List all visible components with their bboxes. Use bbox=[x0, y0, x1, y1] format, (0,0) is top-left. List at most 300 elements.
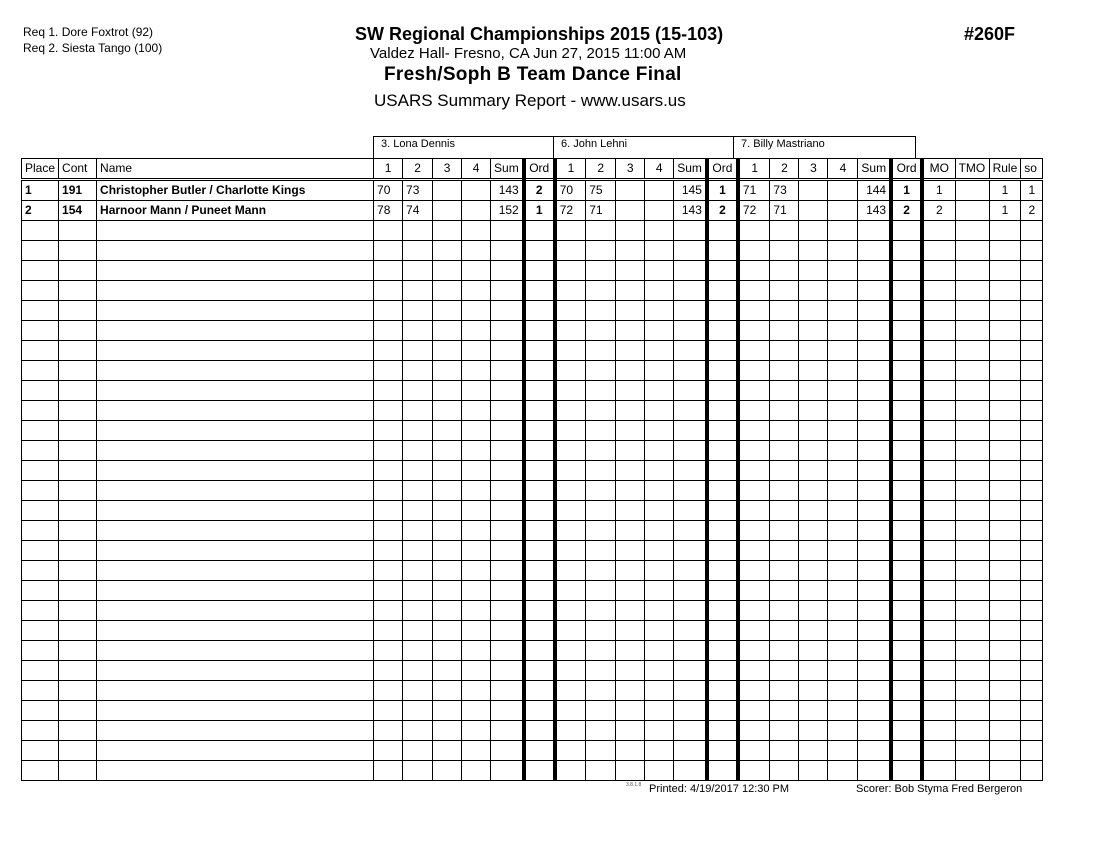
column-header-row bbox=[22, 159, 1043, 180]
place-cell bbox=[22, 401, 59, 421]
score-2-cell bbox=[403, 281, 433, 301]
score-4-cell bbox=[828, 741, 858, 761]
score-4-cell bbox=[462, 661, 491, 681]
total-majority-ordinal-cell bbox=[955, 221, 989, 241]
score-4-cell bbox=[828, 221, 858, 241]
score-1-cell bbox=[555, 421, 586, 441]
ordinal-cell bbox=[524, 221, 555, 241]
score-sum-cell bbox=[491, 421, 524, 441]
ordinal-cell bbox=[891, 701, 922, 721]
score-3-cell bbox=[433, 661, 462, 681]
score-2-cell bbox=[770, 261, 799, 281]
score-1-cell: 78 bbox=[374, 201, 403, 221]
table-row bbox=[22, 401, 1043, 421]
score-2-cell bbox=[586, 601, 616, 621]
place-cell bbox=[22, 341, 59, 361]
ordinal-cell bbox=[891, 401, 922, 421]
col-j2-3: 3 bbox=[616, 159, 645, 180]
score-2-cell bbox=[586, 321, 616, 341]
score-4-cell bbox=[645, 441, 674, 461]
ordinal-cell bbox=[891, 681, 922, 701]
score-2-cell bbox=[403, 741, 433, 761]
ordinal-cell bbox=[891, 221, 922, 241]
score-2-cell bbox=[586, 721, 616, 741]
score-1-cell bbox=[374, 361, 403, 381]
place-cell bbox=[22, 461, 59, 481]
score-1-cell bbox=[374, 621, 403, 641]
majority-ordinal-cell bbox=[922, 321, 955, 341]
table-row bbox=[22, 521, 1043, 541]
skater-names-cell bbox=[97, 281, 374, 301]
score-2-cell bbox=[586, 281, 616, 301]
score-1-cell bbox=[374, 461, 403, 481]
score-sum-cell bbox=[491, 521, 524, 541]
score-1-cell bbox=[374, 481, 403, 501]
col-j1-2: 2 bbox=[403, 159, 433, 180]
skater-names-cell bbox=[97, 381, 374, 401]
score-2-cell bbox=[403, 581, 433, 601]
ordinal-cell bbox=[524, 501, 555, 521]
skater-names-cell bbox=[97, 581, 374, 601]
score-3-cell bbox=[616, 301, 645, 321]
results-table bbox=[21, 158, 1043, 781]
ordinal-cell bbox=[707, 461, 738, 481]
contestant-number-cell: 154 bbox=[59, 201, 97, 221]
rule-cell bbox=[989, 481, 1021, 501]
so-cell bbox=[1021, 501, 1043, 521]
score-1-cell: 72 bbox=[555, 201, 586, 221]
score-4-cell bbox=[645, 681, 674, 701]
ordinal-cell bbox=[524, 361, 555, 381]
score-3-cell bbox=[799, 321, 828, 341]
col-j1-4: 4 bbox=[462, 159, 491, 180]
score-2-cell bbox=[403, 501, 433, 521]
score-3-cell bbox=[616, 521, 645, 541]
score-3-cell bbox=[616, 701, 645, 721]
score-sum-cell bbox=[674, 441, 707, 461]
score-4-cell bbox=[645, 341, 674, 361]
score-4-cell bbox=[828, 521, 858, 541]
place-cell bbox=[22, 421, 59, 441]
score-3-cell bbox=[616, 501, 645, 521]
score-sum-cell bbox=[491, 501, 524, 521]
score-4-cell bbox=[828, 180, 858, 201]
score-sum-cell bbox=[858, 561, 891, 581]
score-4-cell bbox=[645, 481, 674, 501]
ordinal-cell bbox=[891, 661, 922, 681]
score-sum-cell bbox=[491, 341, 524, 361]
score-2-cell bbox=[403, 521, 433, 541]
so-cell bbox=[1021, 541, 1043, 561]
rule-cell bbox=[989, 521, 1021, 541]
score-sum-cell bbox=[858, 401, 891, 421]
score-3-cell bbox=[616, 401, 645, 421]
score-4-cell bbox=[645, 541, 674, 561]
majority-ordinal-cell bbox=[922, 541, 955, 561]
ordinal-cell bbox=[891, 461, 922, 481]
table-row bbox=[22, 661, 1043, 681]
score-1-cell: 71 bbox=[738, 180, 770, 201]
table-row bbox=[22, 761, 1043, 781]
so-cell bbox=[1021, 621, 1043, 641]
skater-names-cell bbox=[97, 701, 374, 721]
score-3-cell bbox=[799, 341, 828, 361]
score-sum-cell bbox=[858, 301, 891, 321]
ordinal-cell bbox=[891, 381, 922, 401]
score-4-cell bbox=[462, 621, 491, 641]
score-sum-cell bbox=[491, 361, 524, 381]
score-4-cell bbox=[462, 321, 491, 341]
score-3-cell bbox=[616, 221, 645, 241]
score-sum-cell bbox=[858, 321, 891, 341]
score-4-cell bbox=[645, 421, 674, 441]
score-2-cell bbox=[586, 741, 616, 761]
ordinal-cell bbox=[707, 621, 738, 641]
judge-header-2 bbox=[553, 136, 734, 158]
score-3-cell bbox=[616, 261, 645, 281]
majority-ordinal-cell bbox=[922, 561, 955, 581]
score-sum-cell bbox=[858, 441, 891, 461]
score-3-cell bbox=[616, 541, 645, 561]
skater-names-cell bbox=[97, 321, 374, 341]
majority-ordinal-cell bbox=[922, 461, 955, 481]
place-cell bbox=[22, 261, 59, 281]
ordinal-cell bbox=[891, 441, 922, 461]
ordinal-cell bbox=[524, 761, 555, 781]
skater-names-cell bbox=[97, 441, 374, 461]
score-sum-cell bbox=[858, 341, 891, 361]
score-2-cell bbox=[403, 701, 433, 721]
score-2-cell bbox=[403, 661, 433, 681]
score-sum-cell bbox=[674, 721, 707, 741]
score-1-cell bbox=[374, 341, 403, 361]
score-1-cell bbox=[555, 761, 586, 781]
contestant-number-cell bbox=[59, 301, 97, 321]
ordinal-cell bbox=[707, 321, 738, 341]
skater-names-cell bbox=[97, 521, 374, 541]
score-1-cell: 70 bbox=[374, 180, 403, 201]
score-2-cell bbox=[403, 221, 433, 241]
score-1-cell bbox=[738, 541, 770, 561]
score-sum-cell bbox=[491, 581, 524, 601]
majority-ordinal-cell bbox=[922, 481, 955, 501]
ordinal-cell bbox=[707, 521, 738, 541]
place-cell bbox=[22, 301, 59, 321]
contestant-number-cell bbox=[59, 481, 97, 501]
score-1-cell bbox=[738, 261, 770, 281]
col-name: Name bbox=[97, 159, 374, 180]
ordinal-cell: 2 bbox=[524, 180, 555, 201]
rule-cell bbox=[989, 221, 1021, 241]
score-3-cell bbox=[799, 201, 828, 221]
score-1-cell: 70 bbox=[555, 180, 586, 201]
score-1-cell bbox=[555, 321, 586, 341]
total-majority-ordinal-cell bbox=[955, 301, 989, 321]
score-1-cell bbox=[374, 741, 403, 761]
score-sum-cell bbox=[491, 441, 524, 461]
score-sum-cell bbox=[674, 481, 707, 501]
table-row bbox=[22, 441, 1043, 461]
col-j2-4: 4 bbox=[645, 159, 674, 180]
ordinal-cell bbox=[524, 561, 555, 581]
total-majority-ordinal-cell bbox=[955, 581, 989, 601]
score-3-cell bbox=[433, 481, 462, 501]
score-2-cell: 73 bbox=[770, 180, 799, 201]
majority-ordinal-cell bbox=[922, 741, 955, 761]
score-1-cell bbox=[738, 281, 770, 301]
score-2-cell bbox=[403, 601, 433, 621]
score-1-cell bbox=[374, 701, 403, 721]
request-2: Req 2. Siesta Tango (100) bbox=[23, 41, 163, 55]
skater-names-cell bbox=[97, 621, 374, 641]
col-tmo: TMO bbox=[955, 159, 989, 180]
score-3-cell bbox=[433, 301, 462, 321]
col-j3-sum: Sum bbox=[858, 159, 891, 180]
rule-cell bbox=[989, 581, 1021, 601]
score-4-cell bbox=[645, 461, 674, 481]
score-2-cell bbox=[770, 501, 799, 521]
skater-names-cell bbox=[97, 721, 374, 741]
score-2-cell bbox=[586, 401, 616, 421]
rule-cell bbox=[989, 741, 1021, 761]
score-sum-cell bbox=[491, 261, 524, 281]
rule-cell bbox=[989, 321, 1021, 341]
score-1-cell bbox=[555, 661, 586, 681]
score-4-cell bbox=[828, 321, 858, 341]
score-2-cell bbox=[403, 381, 433, 401]
contestant-number-cell bbox=[59, 601, 97, 621]
score-sum-cell bbox=[674, 501, 707, 521]
col-j3-3: 3 bbox=[799, 159, 828, 180]
ordinal-cell bbox=[707, 221, 738, 241]
total-majority-ordinal-cell bbox=[955, 241, 989, 261]
score-4-cell bbox=[828, 601, 858, 621]
score-sum-cell: 143 bbox=[674, 201, 707, 221]
score-4-cell bbox=[645, 180, 674, 201]
score-3-cell bbox=[616, 461, 645, 481]
rule-cell: 1 bbox=[989, 201, 1021, 221]
score-3-cell bbox=[616, 421, 645, 441]
score-1-cell bbox=[738, 621, 770, 641]
ordinal-cell bbox=[891, 641, 922, 661]
table-row bbox=[22, 681, 1043, 701]
score-4-cell bbox=[462, 721, 491, 741]
score-2-cell bbox=[770, 601, 799, 621]
skater-names-cell bbox=[97, 761, 374, 781]
score-1-cell bbox=[738, 761, 770, 781]
total-majority-ordinal-cell bbox=[955, 421, 989, 441]
score-3-cell bbox=[433, 421, 462, 441]
table-row bbox=[22, 541, 1043, 561]
col-j2-sum: Sum bbox=[674, 159, 707, 180]
score-2-cell bbox=[770, 281, 799, 301]
table-row bbox=[22, 561, 1043, 581]
contestant-number-cell bbox=[59, 681, 97, 701]
score-2-cell bbox=[770, 621, 799, 641]
score-4-cell bbox=[462, 281, 491, 301]
rule-cell bbox=[989, 281, 1021, 301]
score-3-cell bbox=[616, 621, 645, 641]
majority-ordinal-cell bbox=[922, 421, 955, 441]
so-cell bbox=[1021, 581, 1043, 601]
score-2-cell bbox=[770, 581, 799, 601]
score-4-cell bbox=[828, 541, 858, 561]
score-3-cell bbox=[616, 661, 645, 681]
score-4-cell bbox=[462, 521, 491, 541]
ordinal-cell bbox=[707, 361, 738, 381]
score-3-cell bbox=[433, 241, 462, 261]
score-4-cell bbox=[645, 561, 674, 581]
score-3-cell bbox=[616, 361, 645, 381]
score-3-cell bbox=[799, 661, 828, 681]
score-1-cell bbox=[738, 401, 770, 421]
contestant-number-cell bbox=[59, 261, 97, 281]
score-3-cell bbox=[616, 681, 645, 701]
score-1-cell bbox=[738, 481, 770, 501]
so-cell bbox=[1021, 381, 1043, 401]
score-sum-cell bbox=[491, 641, 524, 661]
scorer-names: Scorer: Bob Styma Fred Bergeron bbox=[856, 783, 1023, 795]
score-2-cell bbox=[586, 421, 616, 441]
ordinal-cell bbox=[891, 421, 922, 441]
score-2-cell bbox=[586, 341, 616, 361]
skater-names-cell bbox=[97, 221, 374, 241]
score-1-cell bbox=[738, 681, 770, 701]
score-2-cell bbox=[770, 441, 799, 461]
table-row bbox=[22, 341, 1043, 361]
score-1-cell bbox=[374, 261, 403, 281]
score-sum-cell bbox=[674, 561, 707, 581]
score-1-cell bbox=[738, 521, 770, 541]
contestant-number-cell bbox=[59, 241, 97, 261]
score-3-cell bbox=[433, 401, 462, 421]
place-cell bbox=[22, 721, 59, 741]
score-sum-cell bbox=[858, 381, 891, 401]
skater-names-cell bbox=[97, 301, 374, 321]
score-1-cell bbox=[374, 321, 403, 341]
so-cell bbox=[1021, 461, 1043, 481]
rule-cell bbox=[989, 661, 1021, 681]
score-1-cell bbox=[555, 381, 586, 401]
place-cell bbox=[22, 521, 59, 541]
score-4-cell bbox=[462, 401, 491, 421]
score-2-cell bbox=[770, 241, 799, 261]
contestant-number-cell bbox=[59, 361, 97, 381]
skater-names-cell bbox=[97, 241, 374, 261]
place-cell bbox=[22, 501, 59, 521]
table-row bbox=[22, 421, 1043, 441]
majority-ordinal-cell bbox=[922, 221, 955, 241]
score-1-cell bbox=[374, 661, 403, 681]
ordinal-cell bbox=[891, 281, 922, 301]
score-3-cell bbox=[799, 281, 828, 301]
score-4-cell bbox=[645, 261, 674, 281]
skater-names-cell bbox=[97, 261, 374, 281]
printed-timestamp: Printed: 4/19/2017 12:30 PM bbox=[649, 783, 790, 795]
so-cell bbox=[1021, 741, 1043, 761]
col-j1-3: 3 bbox=[433, 159, 462, 180]
score-2-cell bbox=[403, 341, 433, 361]
majority-ordinal-cell bbox=[922, 261, 955, 281]
col-j3-2: 2 bbox=[770, 159, 799, 180]
contestant-number-cell bbox=[59, 321, 97, 341]
score-3-cell bbox=[433, 261, 462, 281]
table-row bbox=[22, 461, 1043, 481]
score-3-cell bbox=[799, 641, 828, 661]
score-3-cell bbox=[799, 581, 828, 601]
table-row bbox=[22, 261, 1043, 281]
score-3-cell bbox=[799, 221, 828, 241]
total-majority-ordinal-cell bbox=[955, 661, 989, 681]
contestant-number-cell bbox=[59, 341, 97, 361]
score-sum-cell bbox=[858, 421, 891, 441]
total-majority-ordinal-cell bbox=[955, 641, 989, 661]
score-1-cell bbox=[374, 561, 403, 581]
score-sum-cell bbox=[491, 701, 524, 721]
table-row bbox=[22, 481, 1043, 501]
place-cell bbox=[22, 221, 59, 241]
table-row bbox=[22, 201, 1043, 221]
score-4-cell bbox=[645, 741, 674, 761]
skater-names-cell bbox=[97, 661, 374, 681]
score-1-cell bbox=[374, 521, 403, 541]
score-sum-cell bbox=[491, 241, 524, 261]
contestant-number-cell bbox=[59, 521, 97, 541]
score-3-cell bbox=[433, 641, 462, 661]
score-2-cell bbox=[586, 361, 616, 381]
score-sum-cell bbox=[491, 541, 524, 561]
score-4-cell bbox=[462, 561, 491, 581]
score-1-cell bbox=[555, 441, 586, 461]
score-4-cell bbox=[828, 701, 858, 721]
score-4-cell bbox=[828, 361, 858, 381]
score-1-cell bbox=[555, 701, 586, 721]
score-sum-cell bbox=[674, 361, 707, 381]
score-1-cell bbox=[738, 741, 770, 761]
score-sum-cell bbox=[674, 221, 707, 241]
score-4-cell bbox=[828, 281, 858, 301]
ordinal-cell bbox=[707, 761, 738, 781]
contestant-number-cell bbox=[59, 761, 97, 781]
score-4-cell bbox=[645, 381, 674, 401]
majority-ordinal-cell bbox=[922, 621, 955, 641]
score-4-cell bbox=[462, 221, 491, 241]
ordinal-cell bbox=[707, 681, 738, 701]
score-4-cell bbox=[645, 761, 674, 781]
score-3-cell bbox=[799, 381, 828, 401]
majority-ordinal-cell bbox=[922, 401, 955, 421]
ordinal-cell bbox=[707, 501, 738, 521]
total-majority-ordinal-cell bbox=[955, 741, 989, 761]
score-sum-cell bbox=[491, 461, 524, 481]
score-1-cell bbox=[738, 701, 770, 721]
score-4-cell bbox=[828, 561, 858, 581]
score-1-cell bbox=[555, 241, 586, 261]
so-cell bbox=[1021, 721, 1043, 741]
event-title: Fresh/Soph B Team Dance Final bbox=[384, 64, 682, 85]
skater-names-cell bbox=[97, 421, 374, 441]
table-row bbox=[22, 741, 1043, 761]
total-majority-ordinal-cell bbox=[955, 681, 989, 701]
score-1-cell bbox=[555, 281, 586, 301]
score-1-cell bbox=[555, 521, 586, 541]
score-4-cell bbox=[462, 581, 491, 601]
col-j1-ord: Ord bbox=[524, 159, 555, 180]
score-sum-cell bbox=[858, 581, 891, 601]
table-row bbox=[22, 180, 1043, 201]
score-2-cell bbox=[770, 721, 799, 741]
score-4-cell bbox=[645, 721, 674, 741]
